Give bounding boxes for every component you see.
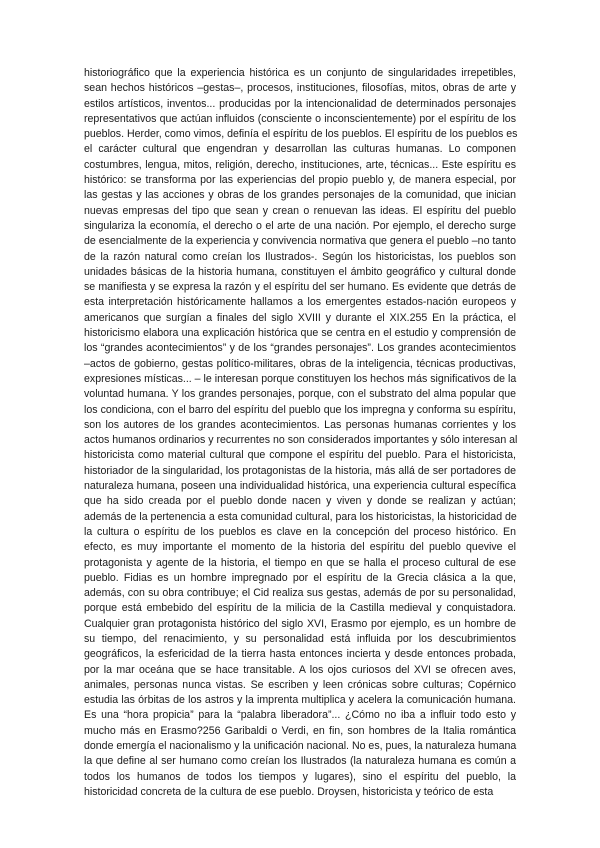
text-line: actos humanos ordinarios y recurrentes no son considerados importantes y sólo interesan al [84,434,518,447]
text-line: sean hechos históricos –gestas–, procesos, instituciones, filosofías, mitos, obras de arte y [84,82,516,95]
text-line: que ha sido creada por el pueblo donde nacen y viven y donde se realizan y actúan; [84,495,516,508]
text-line: voluntad humana. Y los grandes personajes, porque, con el substrato del alma popular que [84,388,516,401]
text-line: se manifiesta y se expresa la razón y el espíritu del ser humano. Es evidente que detrás de [84,281,516,294]
text-line: unidades básicas de la historia humana, constituyen el ámbito geográfico y cultural donde [84,265,516,278]
text-line: la que define al ser humano como creían los Ilustrados (la naturaleza humana es común a [84,755,516,768]
text-line: de esencialmente de la experiencia y convivencia normativa que genera el pueblo –no tanto [84,235,516,248]
text-line: animales, personas nunca vistas. Se escriben y leen crónicas sobre culturas; Copérnico [84,678,516,691]
text-line: Cualquier gran protagonista histórico del siglo XVI, Erasmo por ejemplo, es un hombre de [84,617,516,630]
text-line: historicidad concreta de la cultura de ese pueblo. Droysen, historicista y teórico de esta [84,785,494,798]
text-line: estudia las órbitas de los astros y la imprenta multiplica y acelera la comunicación humana. [84,694,516,707]
text-line: de la razón natural como creían los Ilustrados-. Según los historicistas, los pueblos son [84,250,516,263]
text-line: el carácter cultural que engendran y desarrollan las culturas humanas. Lo componen [84,143,516,156]
text-line: su tiempo, del renacimiento, y su personalidad está influida por los descubrimientos [84,632,516,645]
text-line: pueblos. Herder, como vimos, definía el espíritu de los pueblos. El espíritu de los pueblos es [84,128,518,141]
text-line: historiador de la singularidad, los protagonistas de la historia, más allá de ser portadores de [84,464,516,477]
text-line: costumbres, lengua, mitos, religión, derecho, instituciones, arte, técnicas... Este espíritu es [84,158,516,171]
text-line: pueblo. Fidias es un hombre impregnado por el espíritu de la Grecia clásica a la que, [84,571,516,584]
text-line: expresiones místicas... – le interesan porque constituyen los hechos más significativos de la [84,372,517,385]
text-line: historicista como material cultural que compone el espíritu del pueblo. Para el historicista, [84,449,516,462]
text-line: Es una “hora propicia” para la “palabra liberadora”... ¿Cómo no iba a influir todo esto y [84,709,516,722]
text-line: son los autores de los grandes acontecimientos. Las personas humanas corrientes y los [84,418,516,431]
text-line: los condiciona, con el barro del espíritu del pueblo que los impregna y conforma su espíritu, [84,403,516,416]
text-line: además, con su obra contribuye; el Cid realiza sus gestas, además de por su personalidad, [84,587,516,600]
text-line: donde emergía el nacionalismo y la unificación nacional. No es, pues, la naturaleza humana [84,740,517,753]
text-line: historicismo elabora una explicación histórica que se centra en el estudio y comprensión de [84,327,516,340]
text-line: representativos que actúan influidos (consciente o inconscientemente) por el espíritu de los [84,112,516,125]
text-line: esta interpretación históricamente hallamos a los emergentes estados-nación europeos y [84,296,516,309]
text-line: americanos que surgían a finales del siglo XVIII y durante el XIX.255 En la práctica, el [84,311,516,324]
text-line: historiográfico que la experiencia histórica es un conjunto de singularidades irrepetibles, [84,67,516,79]
text-line: –actos de gobierno, gestas político-militares, obras de la inteligencia, técnicas productivas, [84,357,516,370]
text-line: porque está embebido del espíritu de la milicia de la Castilla medieval y conquistadora. [84,602,516,615]
text-line: protagonista y agente de la historia, el tiempo en que se halla el proceso cultural de ese [84,556,516,569]
text-line: la cultura o espíritu de los pueblos es clave en la concepción del proceso histórico. En [84,525,516,538]
text-line: geográficos, la esfericidad de la tierra hasta entonces incierta y desde entonces probada, [84,648,516,661]
text-line: singulariza la economía, el derecho o el arte de una nación. Por ejemplo, el derecho surge [84,219,516,232]
text-line: mucho más en Erasmo?256 Garibaldi o Verdi, en fin, son hombres de la Italia romántica [84,724,516,737]
text-line: nuevas empresas del tipo que sean y crean o renuevan las ideas. El espíritu del pueblo [84,204,516,217]
text-line: naturaleza humana, poseen una individualidad histórica, una experiencia cultural específica [84,480,516,493]
text-line: además de la pertenencia a esta comunidad cultural, para los historicistas, la historicidad de [84,510,517,523]
text-line: efecto, es muy importante el momento de la historia del espíritu del pueblo quevive el [84,541,516,554]
text-line: histórico: se transforma por las experiencias del propio pueblo y, de manera especial, por [84,174,516,187]
body-text [84,66,516,800]
text-line: todos los humanos de todos los tiempos y lugares), sino el espíritu del pueblo, la [84,770,516,783]
text-line: por la mar oceána que se hace transitable. A los ojos curiosos del XVI se ofrecen aves, [84,663,516,676]
text-line: estilos artísticos, inventos... producidas por la intencionalidad de determinados personajes [84,97,516,110]
text-line: los “grandes acontecimientos” y de los “grandes personajes”. Los grandes acontecimientos [84,342,516,355]
text-line: las gestas y las acciones y obras de los grandes personajes de la comunidad, que inician [84,189,516,202]
